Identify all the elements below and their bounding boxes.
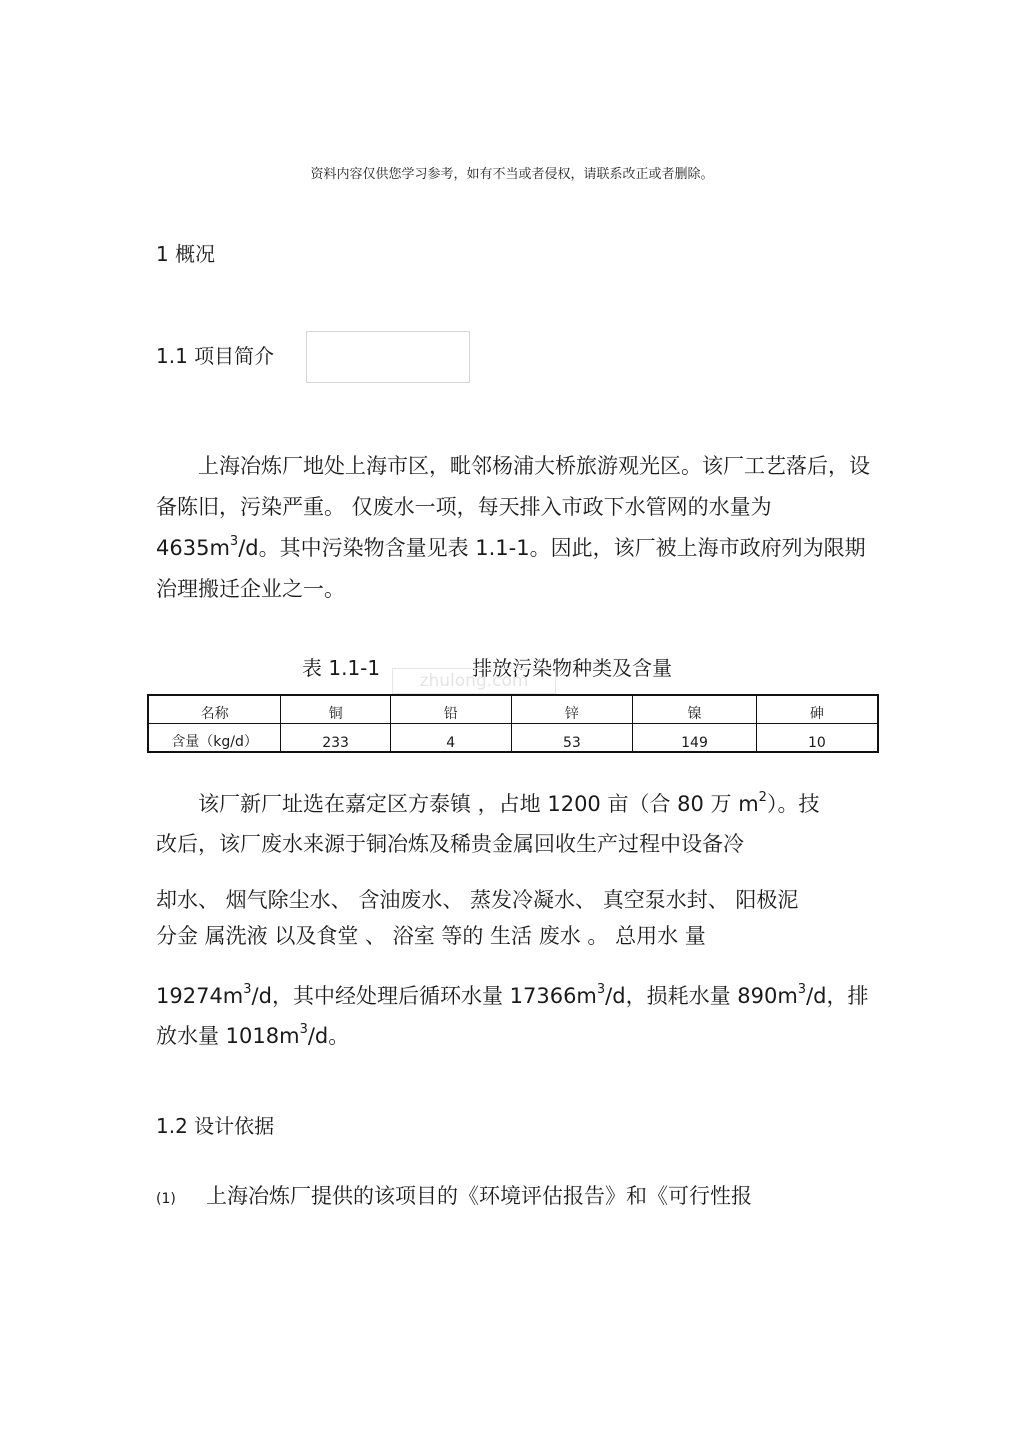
list-item-text: 上海冶炼厂提供的该项目的《环境评估报告》和《可行性报 bbox=[206, 1184, 752, 1208]
text-segment: /d，损耗水量 890m bbox=[605, 984, 798, 1008]
table-header-cell: 锌 bbox=[511, 695, 633, 724]
table-cell: 149 bbox=[633, 724, 757, 753]
intro-paragraph bbox=[156, 446, 876, 610]
faint-image-box bbox=[306, 331, 470, 383]
table-header-cell: 砷 bbox=[756, 695, 878, 724]
section-heading-1: 1 概况 bbox=[156, 242, 216, 266]
table-cell: 233 bbox=[281, 724, 391, 753]
superscript: 3 bbox=[299, 1022, 308, 1037]
table-header-cell: 铅 bbox=[390, 695, 511, 724]
superscript: 3 bbox=[797, 982, 807, 997]
intro-paragraph-text-a: 上海冶炼厂地处上海市区，毗邻杨浦大桥旅游观光区。该厂工艺落后，设备陈旧，污染严重。 仅废水一项，每天排入市政下水管网的水量为 4635m bbox=[156, 454, 870, 560]
text-segment: 19274m bbox=[156, 984, 244, 1008]
header-notice: 资料内容仅供您学习参考，如有不当或者侵权，请联系改正或者删除。 bbox=[310, 167, 714, 182]
table-header-cell: 名称 bbox=[148, 695, 281, 724]
pollutant-table bbox=[147, 694, 879, 753]
intro-paragraph-text-b: /d。其中污染物含量见表 1.1-1。因此，该厂被上海市政府列为限期治理搬迁企业之一。 bbox=[156, 536, 866, 601]
superscript: 2 bbox=[758, 790, 767, 805]
text-segment: /d，其中经处理后循环水量 17366m bbox=[251, 984, 597, 1008]
paragraph-2-line-2: 改后，该厂废水来源于铜冶炼及稀贵金属回收生产过程中设备冷 bbox=[156, 832, 744, 856]
watermark: zhulong.com bbox=[392, 668, 556, 694]
text-segment: 放水量 1018m bbox=[156, 1024, 300, 1048]
paragraph-2-line-1 bbox=[198, 788, 819, 818]
table-cell: 10 bbox=[756, 724, 878, 753]
section-heading-1-2: 1.2 设计依据 bbox=[156, 1114, 275, 1138]
section-heading-1-1: 1.1 项目简介 bbox=[156, 344, 275, 368]
text-segment: /d。 bbox=[307, 1024, 350, 1048]
paragraph-2-line-3: 却水、 烟气除尘水、 含油废水、 蒸发冷凝水、 真空泵水封、 阳极泥 bbox=[156, 888, 799, 912]
table-caption-title: 排放污染物种类及含量 bbox=[472, 656, 673, 680]
list-item bbox=[156, 1180, 752, 1210]
text-segment: 该厂新厂址选在嘉定区方泰镇 ，占地 1200 亩（合 80 万 m bbox=[198, 792, 759, 816]
table-cell: 4 bbox=[390, 724, 511, 753]
table-cell: 53 bbox=[511, 724, 633, 753]
superscript: 3 bbox=[243, 982, 252, 997]
table-cell: 含量（kg/d） bbox=[148, 724, 281, 753]
list-item-number: (1) bbox=[156, 1191, 176, 1207]
table-caption-number: 表 1.1-1 bbox=[302, 656, 381, 680]
table-row bbox=[148, 724, 878, 753]
superscript: 3 bbox=[229, 534, 239, 549]
superscript: 3 bbox=[596, 982, 606, 997]
paragraph-2-line-6 bbox=[156, 1020, 349, 1050]
text-segment: ）。技 bbox=[766, 792, 820, 816]
paragraph-2-line-4: 分金 属洗液 以及食堂 、 浴室 等的 生活 废水 。 总用水 量 bbox=[156, 924, 706, 948]
paragraph-2-line-5 bbox=[156, 980, 868, 1010]
table-header-cell: 镍 bbox=[633, 695, 757, 724]
table-header-cell: 铜 bbox=[281, 695, 391, 724]
table-header-row bbox=[148, 695, 878, 724]
text-segment: /d，排 bbox=[806, 984, 869, 1008]
